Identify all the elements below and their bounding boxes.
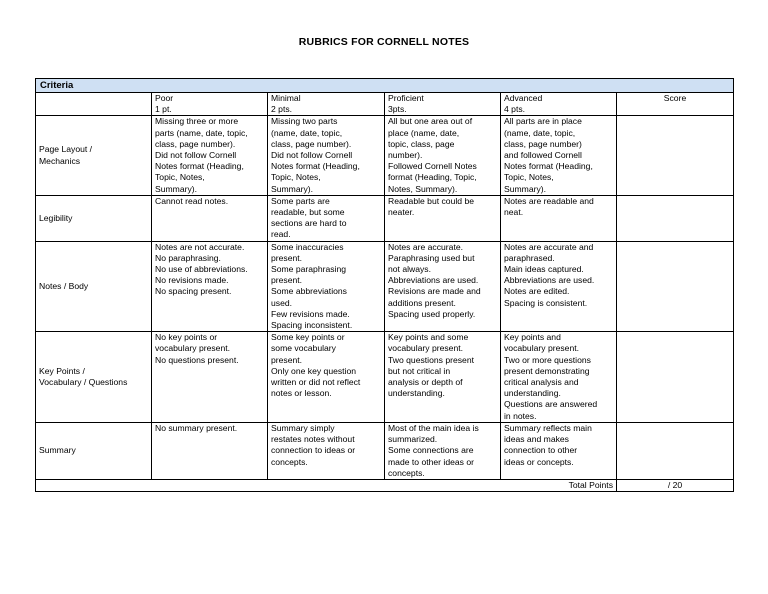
total-row	[36, 479, 734, 491]
rubric-cell: Notes are not accurate. No paraphrasing. No use of abbreviations. No revisions made. No spacing present.	[152, 241, 268, 332]
criteria-header: Criteria	[36, 79, 734, 93]
rubric-cell: Key points and some vocabulary present. Two questions present but not critical in analysis or depth of understanding.	[385, 332, 501, 423]
level-points: 4 pts.	[504, 104, 526, 115]
rubric-cell: No summary present.	[152, 422, 268, 479]
score-cell[interactable]	[617, 116, 734, 195]
rubric-table	[35, 78, 734, 492]
score-cell[interactable]	[617, 332, 734, 423]
level-header-advanced	[501, 93, 617, 116]
rubric-cell: Readable but could be neater.	[385, 195, 501, 241]
level-header-minimal	[268, 93, 385, 116]
empty-corner-cell	[36, 93, 152, 116]
total-blank	[152, 479, 268, 491]
criterion-label: Summary	[36, 422, 152, 479]
rubric-cell: Notes are accurate. Paraphrasing used but not always. Abbreviations are used. Revisions are made and additions present. Spacing used properly.	[385, 241, 501, 332]
rubric-cell: Notes are readable and neat.	[501, 195, 617, 241]
score-header: Score	[617, 93, 734, 116]
table-row	[36, 116, 734, 195]
rubric-cell: Some inaccuracies present. Some paraphrasing present. Some abbreviations used. Few revisions made. Spacing inconsistent.	[268, 241, 385, 332]
level-header-proficient	[385, 93, 501, 116]
rubric-cell: Key points and vocabulary present. Two or more questions present demonstrating critical analysis and understanding. Questions are answered in notes.	[501, 332, 617, 423]
criterion-label: Legibility	[36, 195, 152, 241]
score-cell[interactable]	[617, 422, 734, 479]
rubric-cell: Summary reflects main ideas and makes connection to other ideas or concepts.	[501, 422, 617, 479]
score-cell[interactable]	[617, 241, 734, 332]
score-cell[interactable]	[617, 195, 734, 241]
rubric-cell: Missing two parts (name, date, topic, class, page number). Did not follow Cornell Notes format (Heading, Topic, Notes, Summary).	[268, 116, 385, 195]
table-row	[36, 332, 734, 423]
rubric-cell: Cannot read notes.	[152, 195, 268, 241]
criterion-label: Page Layout / Mechanics	[36, 116, 152, 195]
total-blank	[268, 479, 385, 491]
level-name: Proficient	[388, 93, 424, 103]
rubric-cell: Most of the main idea is summarized. Some connections are made to other ideas or concepts.	[385, 422, 501, 479]
criteria-header-row	[36, 79, 734, 93]
level-name: Minimal	[271, 93, 301, 103]
levels-header-row	[36, 93, 734, 116]
rubric-cell: No key points or vocabulary present. No questions present.	[152, 332, 268, 423]
rubric-cell: Some parts are readable, but some sections are hard to read.	[268, 195, 385, 241]
total-points-score[interactable]: / 20	[617, 479, 734, 491]
table-row	[36, 195, 734, 241]
page-title: RUBRICS FOR CORNELL NOTES	[298, 36, 470, 48]
rubric-cell: Notes are accurate and paraphrased. Main ideas captured. Abbreviations are used. Notes are edited. Spacing is consistent.	[501, 241, 617, 332]
table-row	[36, 241, 734, 332]
level-name: Poor	[155, 93, 174, 103]
total-blank	[385, 479, 501, 491]
level-points: 3pts.	[388, 104, 407, 115]
rubric-cell: All parts are in place (name, date, topic, class, page number) and followed Cornell Notes format (Heading, Topic, Notes, Summary).	[501, 116, 617, 195]
level-header-poor	[152, 93, 268, 116]
level-points: 2 pts.	[271, 104, 293, 115]
level-name: Advanced	[504, 93, 543, 103]
level-points: 1 pt.	[155, 104, 172, 115]
total-points-label: Total Points	[501, 479, 617, 491]
rubric-cell: Summary simply restates notes without connection to ideas or concepts.	[268, 422, 385, 479]
criterion-label: Notes / Body	[36, 241, 152, 332]
rubric-cell: Some key points or some vocabulary present. Only one key question written or did not reflect notes or lesson.	[268, 332, 385, 423]
criterion-label: Key Points / Vocabulary / Questions	[36, 332, 152, 423]
total-blank	[36, 479, 152, 491]
rubric-cell: All but one area out of place (name, date, topic, class, page number). Followed Cornell Notes format (Heading, Topic, Notes, Summary).	[385, 116, 501, 195]
table-row	[36, 422, 734, 479]
rubric-cell: Missing three or more parts (name, date, topic, class, page number). Did not follow Cornell Notes format (Heading, Topic, Notes, Summary).	[152, 116, 268, 195]
